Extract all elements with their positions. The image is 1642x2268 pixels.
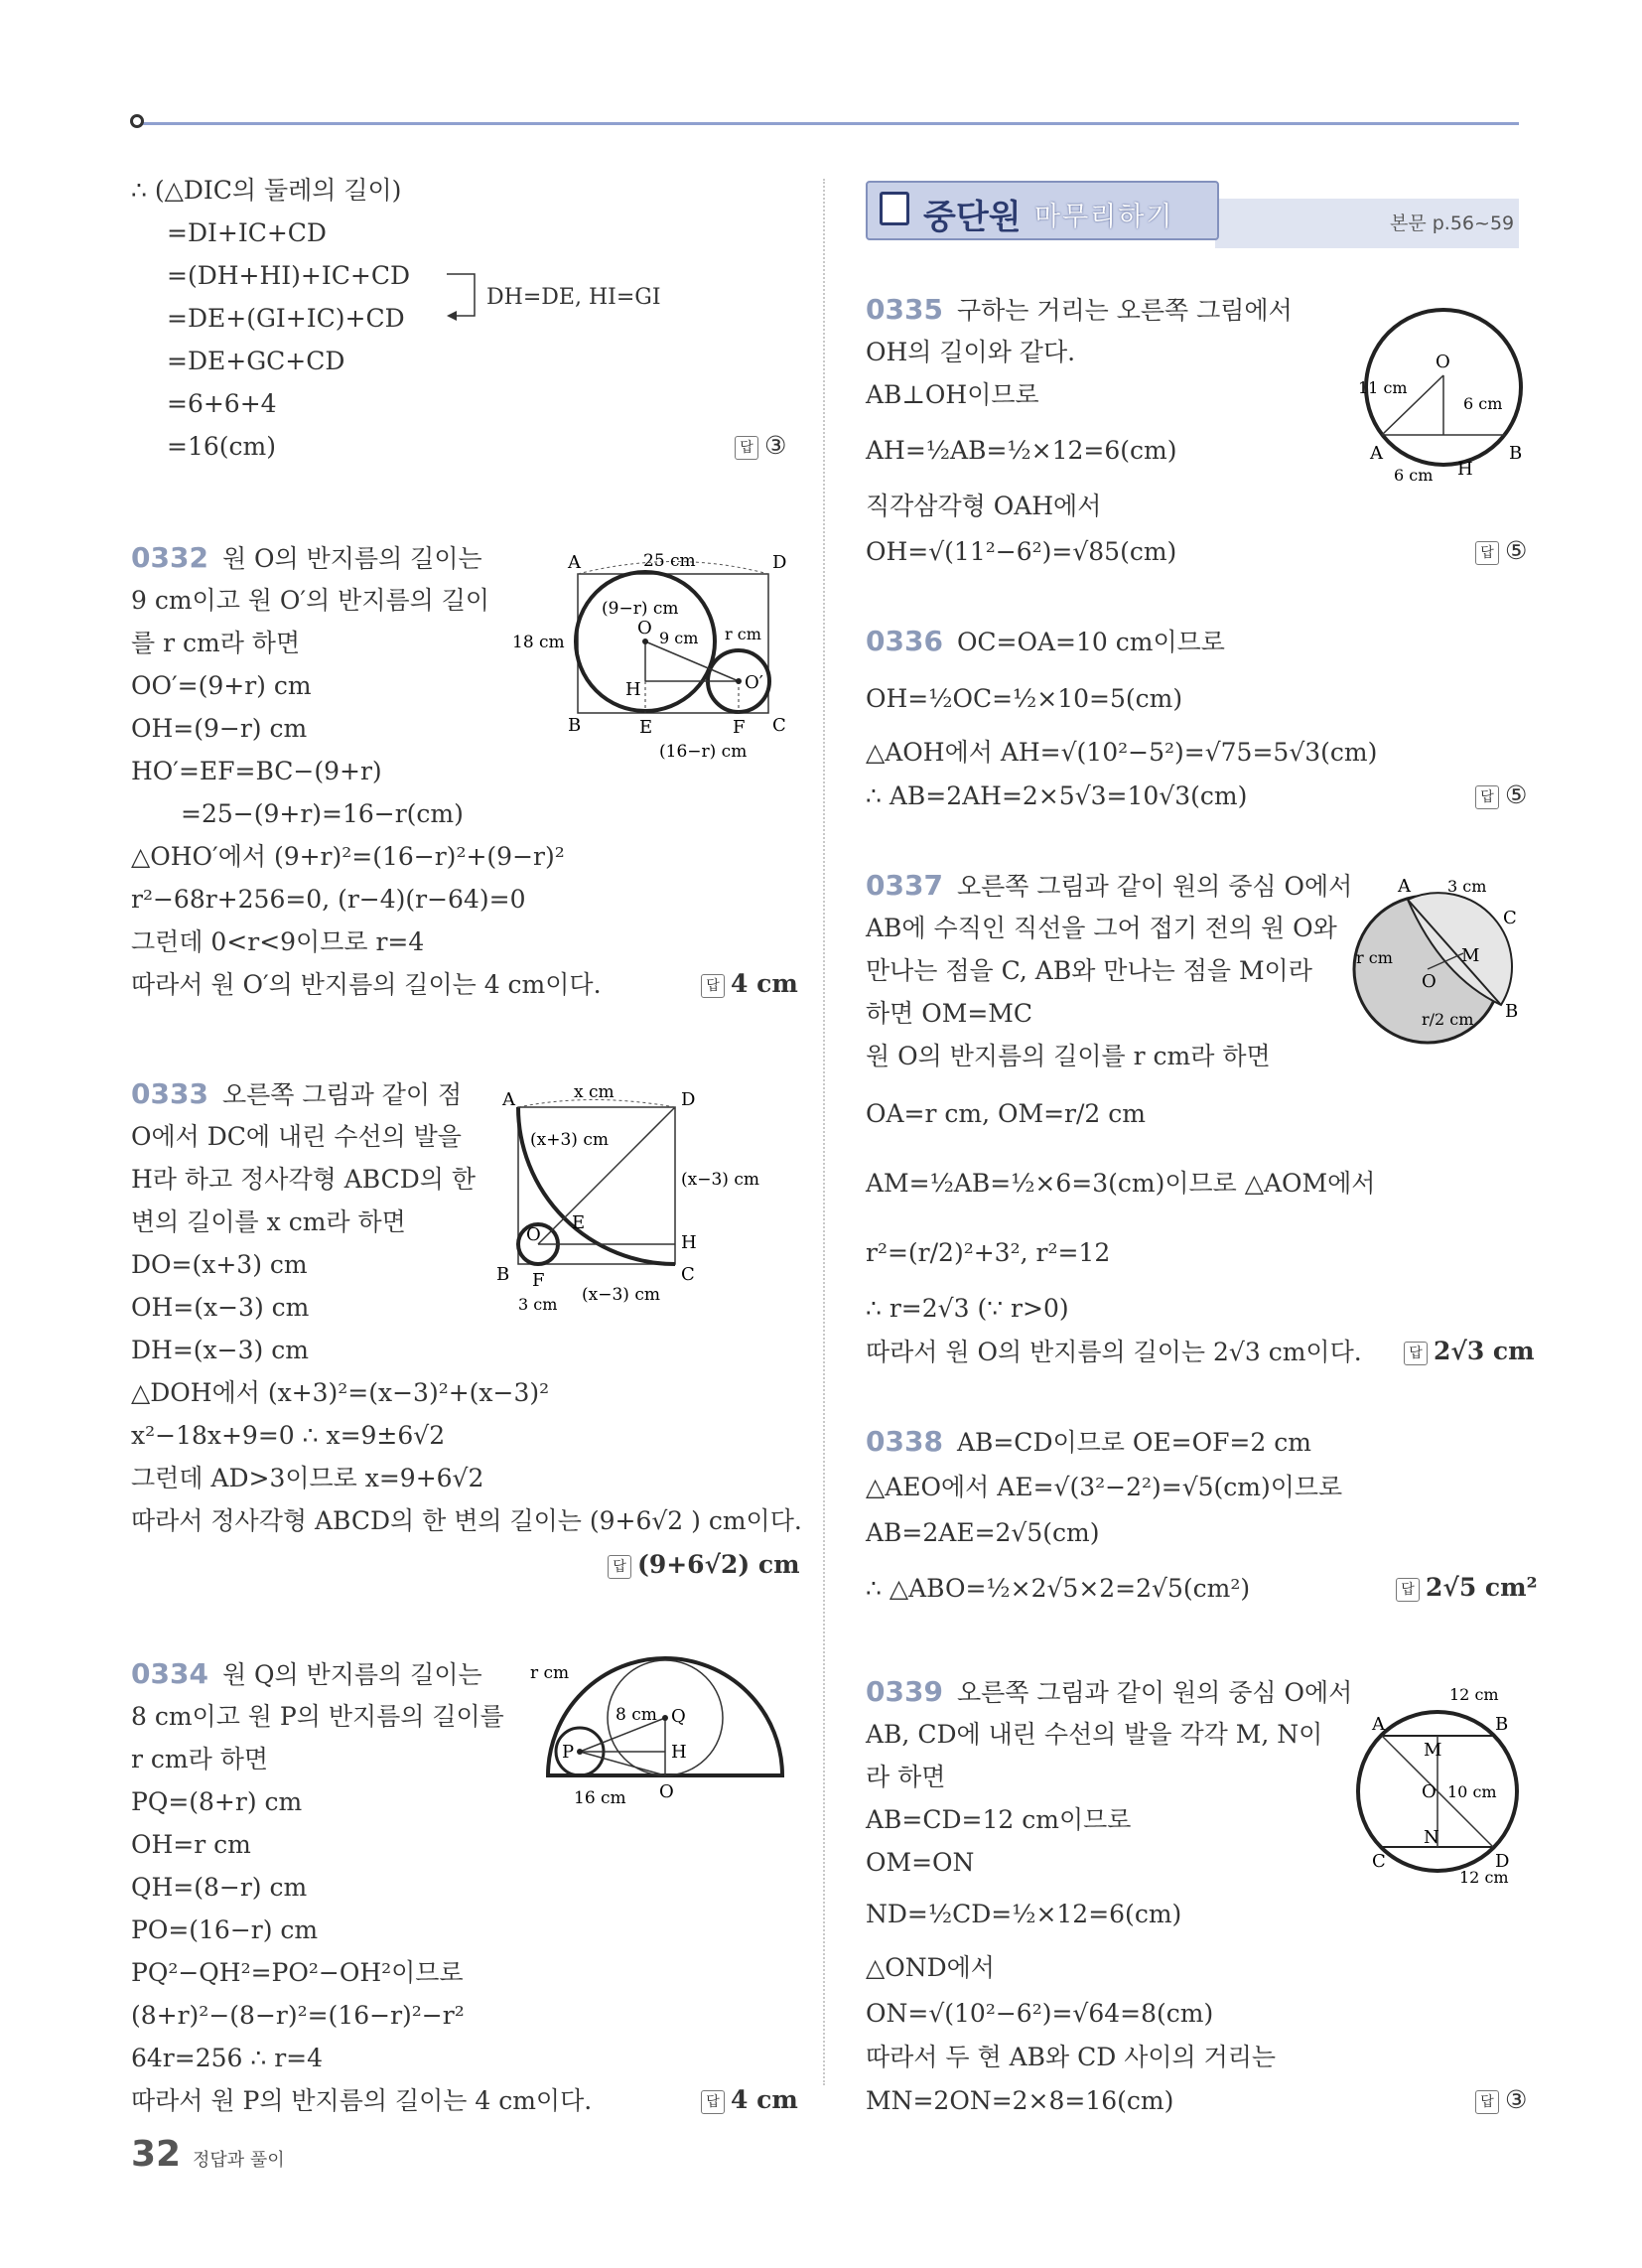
label-bottom: 16 cm — [574, 1788, 626, 1807]
bracket-note: DH=DE, HI=GI — [486, 285, 661, 310]
answer-value: ③ — [1505, 2085, 1528, 2114]
problem-line: 8 cm이고 원 P의 반지름의 길이를 — [131, 1702, 504, 1731]
label-r2: 9 cm — [659, 629, 699, 647]
label-r: r cm — [530, 1663, 570, 1683]
problem-text: 오른쪽 그림과 같이 원의 중심 O에서 — [956, 872, 1353, 901]
solution-line: =(DH+HI)+IC+CD — [167, 261, 410, 290]
label-top: x cm — [574, 1082, 615, 1102]
label-half: r/2 cm — [1422, 1010, 1474, 1029]
label-O: O — [526, 1224, 541, 1245]
label-top: 12 cm — [1449, 1685, 1499, 1704]
label-M: M — [1461, 945, 1480, 966]
problem-line: MN=2ON=2×8=16(cm) — [866, 2086, 1174, 2115]
problem-line: r²=(r/2)²+3², r²=12 — [866, 1238, 1111, 1267]
answer-badge — [1475, 2085, 1527, 2114]
answer-value: 2√5 cm² — [1426, 1573, 1538, 1602]
problem-line: 하면 OM=MC — [866, 999, 1033, 1028]
problem-line — [866, 1426, 1311, 1459]
label-A: A — [568, 552, 581, 573]
problem-line: PQ²−QH²=PO²−OH²이므로 — [131, 1958, 464, 1987]
problem-line: ∴ r=2√3 (∵ r>0) — [866, 1294, 1069, 1323]
problem-text: 원 O의 반지름의 길이는 — [221, 544, 482, 573]
problem-line — [131, 542, 482, 575]
label-O: O — [1436, 352, 1450, 372]
problem-line: OH=√(11²−6²)=√85(cm) — [866, 537, 1177, 566]
label-h: 6 cm — [1463, 394, 1503, 413]
label-A: A — [1370, 443, 1383, 464]
problem-line: 따라서 두 현 AB와 CD 사이의 거리는 — [866, 2043, 1277, 2071]
label-right: (x−3) cm — [681, 1170, 759, 1190]
problem-line: 9 cm이고 원 O′의 반지름의 길이 — [131, 586, 490, 615]
problem-line: AB에 수직인 직선을 그어 접기 전의 원 O와 — [866, 914, 1337, 942]
problem-number: 0337 — [866, 869, 943, 902]
problem-line: ND=½CD=½×12=6(cm) — [866, 1900, 1182, 1928]
label-F: F — [733, 717, 746, 738]
label-E: E — [639, 717, 653, 738]
problem-number: 0338 — [866, 1425, 943, 1458]
label-left: 18 cm — [512, 633, 565, 652]
label-C: C — [1372, 1851, 1386, 1872]
label-Q: Q — [671, 1706, 686, 1727]
top-rule-dot — [130, 114, 144, 128]
top-rule — [139, 122, 1519, 125]
problem-line: △OHO′에서 (9+r)²=(16−r)²+(9−r)² — [131, 842, 565, 871]
problem-line: 직각삼각형 OAH에서 — [866, 492, 1102, 520]
label-top: 3 cm — [1447, 877, 1487, 896]
problem-text: 원 Q의 반지름의 길이는 — [221, 1660, 482, 1689]
label-B: B — [496, 1264, 510, 1285]
label-B: B — [1505, 1001, 1519, 1022]
problem-line: 변의 길이를 x cm라 하면 — [131, 1207, 406, 1236]
label-r: r cm — [1356, 948, 1393, 967]
problem-line: 를 r cm라 하면 — [131, 629, 301, 657]
problem-line: r cm라 하면 — [131, 1745, 269, 1773]
problem-line: OH=½OC=½×10=5(cm) — [866, 684, 1183, 713]
problem-line: (8+r)²−(8−r)²=(16−r)²−r² — [131, 2001, 465, 2030]
figure-0339 — [1352, 1678, 1535, 1897]
label-D: D — [1495, 1851, 1510, 1872]
label-N: N — [1424, 1827, 1439, 1848]
problem-text: AB=CD이므로 OE=OF=2 cm — [956, 1428, 1311, 1457]
label-B: B — [1509, 443, 1523, 464]
solution-line: =DE+(GI+IC)+CD — [167, 304, 405, 333]
problem-line: AM=½AB=½×6=3(cm)이므로 △AOM에서 — [866, 1169, 1376, 1198]
answer-badge — [735, 431, 786, 460]
label-H: H — [671, 1742, 687, 1763]
figure-0332 — [506, 544, 794, 763]
section-subtitle: 마무리하기 — [1034, 202, 1174, 232]
problem-line: △DOH에서 (x+3)²=(x−3)²+(x−3)² — [131, 1378, 550, 1407]
problem-line: r²−68r+256=0, (r−4)(r−64)=0 — [131, 885, 526, 914]
problem-line: AB⊥OH이므로 — [866, 380, 1039, 409]
problem-line: OA=r cm, OM=r/2 cm — [866, 1099, 1146, 1128]
problem-line: 64r=256 ∴ r=4 — [131, 2044, 324, 2072]
problem-text: 구하는 거리는 오른쪽 그림에서 — [956, 296, 1293, 325]
problem-line: OO′=(9+r) cm — [131, 671, 312, 700]
label-a: 6 cm — [1394, 466, 1434, 485]
problem-line: ON=√(10²−6²)=√64=8(cm) — [866, 1999, 1214, 2028]
problem-line: ∴ △ABO=½×2√5×2=2√5(cm²) — [866, 1574, 1251, 1603]
problem-line: OM=ON — [866, 1848, 975, 1877]
label-H: H — [681, 1232, 697, 1253]
answer-value: 4 cm — [731, 2085, 798, 2114]
problem-number: 0339 — [866, 1675, 943, 1708]
problem-line: AB=2AE=2√5(cm) — [866, 1518, 1100, 1547]
label-H: H — [625, 679, 641, 700]
problem-line — [866, 294, 1293, 327]
problem-text: OC=OA=10 cm이므로 — [956, 628, 1225, 656]
problem-line: AB=CD=12 cm이므로 — [866, 1805, 1132, 1834]
problem-number: 0334 — [131, 1657, 208, 1690]
label-A: A — [1398, 876, 1411, 897]
label-O: O — [637, 618, 652, 638]
label-P: P — [562, 1742, 575, 1763]
problem-text: 오른쪽 그림과 같이 점 — [221, 1080, 463, 1109]
solution-line: =DE+GC+CD — [167, 347, 345, 375]
problem-line: 원 O의 반지름의 길이를 r cm라 하면 — [866, 1042, 1271, 1070]
label-E: E — [572, 1212, 586, 1233]
answer-icon: 답 — [1396, 1578, 1420, 1602]
problem-line: DH=(x−3) cm — [131, 1336, 309, 1364]
label-O: O — [1422, 1781, 1437, 1802]
label-B: B — [1495, 1714, 1509, 1735]
answer-badge — [1475, 780, 1527, 809]
label-C: C — [772, 715, 786, 736]
problem-line: =25−(9+r)=16−r(cm) — [181, 799, 464, 828]
problem-line: 만나는 점을 C, AB와 만나는 점을 M이라 — [866, 956, 1312, 985]
problem-line: OH=(9−r) cm — [131, 714, 308, 743]
problem-line: HO′=EF=BC−(9+r) — [131, 757, 382, 785]
section-title: 중단원 — [923, 198, 1022, 237]
answer-value: 4 cm — [731, 969, 798, 998]
problem-line: 라 하면 — [866, 1763, 946, 1791]
label-B: B — [568, 715, 582, 736]
solution-line: =DI+IC+CD — [167, 218, 327, 247]
label-r3: r cm — [725, 625, 761, 643]
label-O-prime: O′ — [745, 672, 763, 693]
problem-line: △AOH에서 AH=√(10²−5²)=√75=5√3(cm) — [866, 738, 1378, 767]
answer-icon: 답 — [1475, 785, 1499, 809]
label-bottom: (16−r) cm — [659, 742, 748, 762]
book-icon — [880, 192, 909, 225]
solution-line: =16(cm) — [167, 432, 276, 461]
label-C: C — [1503, 908, 1517, 928]
problem-line: 따라서 원 P의 반지름의 길이는 4 cm이다. — [131, 2086, 593, 2115]
problem-line: △AEO에서 AE=√(3²−2²)=√5(cm)이므로 — [866, 1473, 1343, 1501]
answer-icon: 답 — [608, 1555, 631, 1579]
answer-badge — [1396, 1573, 1538, 1602]
problem-line — [131, 1658, 482, 1691]
solution-line: =6+6+4 — [167, 389, 277, 418]
label-r1: (9−r) cm — [602, 599, 679, 619]
problem-line: 따라서 원 O의 반지름의 길이는 2√3 cm이다. — [866, 1338, 1362, 1366]
problem-line: PO=(16−r) cm — [131, 1915, 319, 1944]
answer-icon: 답 — [701, 2090, 725, 2114]
problem-number: 0336 — [866, 625, 943, 657]
label-D: D — [681, 1089, 696, 1110]
problem-line: PQ=(8+r) cm — [131, 1787, 303, 1816]
problem-line: O에서 DC에 내린 수선의 발을 — [131, 1122, 462, 1151]
label-small: 3 cm — [518, 1295, 558, 1314]
answer-badge — [608, 1550, 800, 1579]
problem-line: AH=½AB=½×12=6(cm) — [866, 436, 1177, 465]
label-top: 25 cm — [643, 551, 696, 571]
problem-line — [866, 1676, 1352, 1709]
label-diag: (x+3) cm — [530, 1130, 609, 1150]
answer-badge — [1475, 536, 1527, 565]
footer-label: 정답과 풀이 — [193, 2150, 285, 2171]
label-bottom: (x−3) cm — [582, 1285, 660, 1305]
figure-0335 — [1354, 296, 1533, 495]
answer-value: 2√3 cm — [1434, 1337, 1535, 1365]
answer-icon: 답 — [1475, 541, 1499, 565]
problem-number: 0332 — [131, 541, 208, 574]
problem-line: 따라서 정사각형 ABCD의 한 변의 길이는 (9+6√2 ) cm이다. — [131, 1506, 802, 1535]
problem-line: AB, CD에 내린 수선의 발을 각각 M, N이 — [866, 1720, 1323, 1749]
problem-text: 오른쪽 그림과 같이 원의 중심 O에서 — [956, 1678, 1353, 1707]
label-A: A — [1372, 1714, 1385, 1735]
solution-line: ∴ (△DIC의 둘레의 길이) — [131, 176, 402, 205]
label-H: H — [1457, 459, 1473, 480]
label-r: 10 cm — [1447, 1782, 1497, 1801]
problem-line: ∴ AB=2AH=2×5√3=10√3(cm) — [866, 781, 1248, 810]
answer-icon: 답 — [735, 436, 758, 460]
figure-0333 — [492, 1077, 790, 1316]
figure-0337 — [1352, 868, 1531, 1057]
problem-number: 0333 — [131, 1077, 208, 1110]
problem-line: OH=(x−3) cm — [131, 1293, 310, 1322]
problem-line: x²−18x+9=0 ∴ x=9±6√2 — [131, 1421, 446, 1450]
figure-0334 — [524, 1648, 792, 1807]
problem-line — [866, 870, 1352, 903]
answer-icon: 답 — [701, 974, 725, 998]
column-divider — [823, 179, 825, 2085]
problem-line: DO=(x+3) cm — [131, 1250, 308, 1279]
label-D: D — [772, 552, 787, 573]
page-reference: 본문 p.56~59 — [1390, 213, 1515, 234]
answer-value: (9+6√2) cm — [637, 1550, 800, 1579]
answer-icon: 답 — [1404, 1342, 1428, 1365]
label-F: F — [532, 1270, 545, 1291]
answer-icon: 답 — [1475, 2090, 1499, 2114]
label-O: O — [1422, 971, 1437, 992]
problem-line: 그런데 0<r<9이므로 r=4 — [131, 927, 425, 956]
problem-line: 그런데 AD>3이므로 x=9+6√2 — [131, 1464, 484, 1492]
problem-line — [131, 1078, 462, 1111]
answer-badge — [701, 2085, 798, 2114]
answer-value: ③ — [764, 431, 787, 460]
problem-line — [866, 626, 1225, 658]
problem-line: QH=(8−r) cm — [131, 1873, 308, 1902]
answer-badge — [1404, 1337, 1535, 1365]
problem-line: △OND에서 — [866, 1953, 995, 1982]
problem-line: OH=r cm — [131, 1830, 251, 1859]
bracket-arrow — [445, 266, 484, 326]
problem-line: H라 하고 정사각형 ABCD의 한 — [131, 1165, 477, 1194]
label-bottom: 12 cm — [1459, 1868, 1509, 1887]
problem-number: 0335 — [866, 293, 943, 326]
page-number: 32 — [131, 2134, 182, 2175]
label-O: O — [659, 1781, 674, 1802]
problem-line: 따라서 원 O′의 반지름의 길이는 4 cm이다. — [131, 970, 602, 999]
label-q: 8 cm — [616, 1705, 657, 1725]
label-M: M — [1424, 1740, 1442, 1761]
label-C: C — [681, 1264, 695, 1285]
label-r: 11 cm — [1358, 378, 1408, 397]
label-A: A — [502, 1089, 515, 1110]
answer-value: ⑤ — [1505, 536, 1528, 565]
problem-line: OH의 길이와 같다. — [866, 338, 1076, 366]
answer-badge — [701, 969, 798, 998]
answer-value: ⑤ — [1505, 780, 1528, 809]
